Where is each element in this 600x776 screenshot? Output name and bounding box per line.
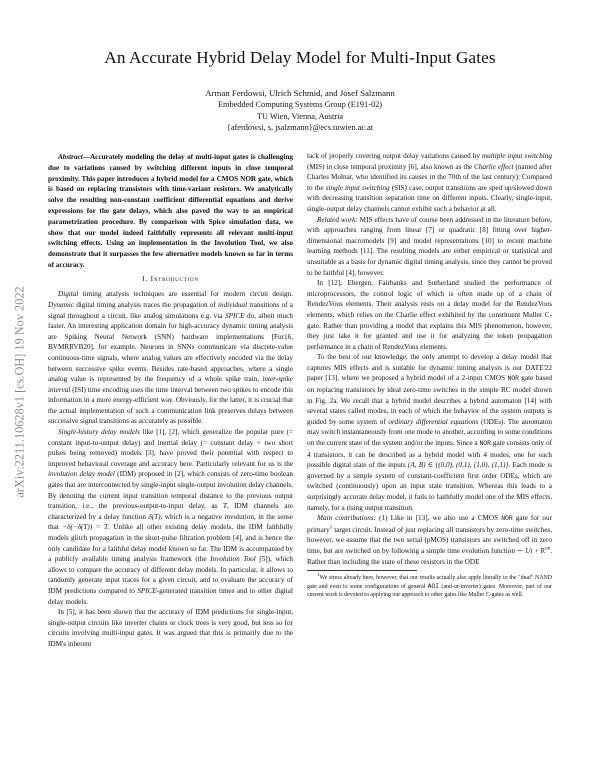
- emph: Dynamic: [48, 300, 74, 309]
- text-span: digital timing analysis traces the propagation of: [73, 300, 218, 309]
- related-work-paragraph: [307, 215, 552, 279]
- left-column: [48, 152, 293, 650]
- text-span: (MIS) in close temporal proximity [6], also known as the: [307, 162, 475, 171]
- text-span: like [1], [2], which generalize the popular pure (= constant input-to-output delay) and inertial delay (= constant delay + two short pulses being removed) models [3], have proved their potential with respect to improved behavioral coverage and accuracy here. Particularly relevant for us is the: [48, 428, 293, 468]
- affiliation-group: Embedded Computing Systems Group (E191-02): [217, 100, 383, 110]
- math: T: [222, 502, 227, 511]
- footnote: [307, 574, 552, 600]
- author-emails: {aferdowsi, s, jsalzmann}@ecs.tuwien.ac.at: [226, 122, 374, 132]
- text-span: . Rather than including the state of these resistors in the ODE: [307, 546, 552, 566]
- superscript: on: [545, 546, 551, 552]
- emph: multiple input switching: [481, 152, 552, 160]
- para-lead: Main contributions:: [317, 514, 377, 523]
- text-span: gate based on replacing transistors by ideal zero-time switches in the simple RC model shown in Fig. 2a. We recall that a hybrid model describes a hybrid automaton [14] with several states called modes, in each of which the behavior of the system outputs is guided by some system of: [307, 374, 552, 426]
- abstract-text: —Accurately modeling the delay of multi-input gates is challenging due to variations caused by switching different inputs in close temporal proximity. This paper introduces a hybrid model for a CMOS NOR gate, which is based on replacing transistors with time-variant resistors. We analytically solve the resulting non-constant coefficient differential equations and derive expressions for the gate delays, which also paved the way to an empirical parametrization procedure. By comparison with Spice simulation data, we show that our model indeed faithfully represents all relevant multi-input switching effects. Using an implementation in the Involution Tool, we also demonstrate that it surpasses the few alternative models known so far in terms of accuracy.: [48, 153, 293, 269]
- abstract-label: Abstract: [58, 153, 83, 161]
- para-lead: Single-history delay models: [58, 428, 140, 437]
- text-span: (named after Charles Molnar, who identified its causes in the 70th of the last century): Compared to the: [307, 162, 552, 192]
- emph: SPICE: [224, 311, 245, 320]
- paper-title: An Accurate Hybrid Delay Model for Multi-Input Gates: [104, 48, 496, 67]
- text-span: timing analysis techniques are essential for modern circuit design.: [78, 290, 293, 299]
- math: −δ(−δ(T)) = T: [62, 523, 109, 532]
- math: (A, B) ∈ {(0,0), (0,1), (1,0), (1,1)}: [407, 461, 509, 470]
- affiliation-university: TU Wien, Vienna, Austria: [256, 111, 344, 121]
- arxiv-watermark: [0, 0, 27, 498]
- text-span: gate consists only of 4 transistors, it can be described as a hybrid model with 4 modes, one for each possible digital state of the inputs: [307, 439, 553, 470]
- date22-paragraph: [307, 352, 552, 513]
- right-column: [307, 151, 552, 600]
- arxiv-id: arXiv:2211.10628v1 [cs.OH] 19 Nov 2022: [12, 286, 27, 498]
- footnote-mark: 1: [317, 573, 320, 579]
- text-span: (SIS) case, output transitions are sped up/slowed down with decreasing transition separation time on different inputs. Clearly, single-input, single-output delay channels cannot exhibit such a behavior at all.: [307, 183, 553, 213]
- aoi-label: AOI: [427, 582, 440, 590]
- intro-paragraph-2: [48, 427, 293, 607]
- emph: ordinary differential equations: [388, 417, 479, 426]
- text-span: do, albeit much faster. An interesting application domain for high-accuracy dynamic timing analysis are Spiking Neural Network (SNN) hardware implementations [Fur16, BVMRRVB20], for example. Neurons in SNNs communicate via discrete-value continuous-time signals, where analog values are effectively encoded via the delay between successive spike events. Besides rate-based approaches, where a single analog value is represented by the frequency of a whole spike train,: [48, 311, 294, 384]
- emph: involution delay model: [48, 470, 115, 479]
- text-span: . Each mode is governed by a simple system of constant-coefficient first order ODEs, which are switched (continuously) upon an input state transition. Whereas this leads to a surprisingly accurate delay model, it fails to faithfully model one of the MIS effects, namely, for a rising output transition.: [307, 461, 552, 512]
- emph: Involution Tool: [210, 555, 256, 564]
- emph: SPICE: [137, 586, 157, 595]
- footnote-ref[interactable]: 1: [329, 525, 333, 531]
- math: δ(T): [148, 512, 161, 521]
- text-span: MIS effects have of course been addressed in the literature before, with approaches ranging from linear [7] or quadratic [8] fitting over higher-dimensional macromodels [9] and model representations [10] to recent machine learning methods [11]. The resulting models are either empirical or statistical and unsuitable as a basis for dynamic digital timing analysis, since they cannot be proved to be faithful [4], however.: [307, 215, 552, 277]
- text-span: (1) Like in [13], we also use a CMOS: [376, 514, 502, 523]
- text-span: , IDM channels are characterized by a delay function: [48, 502, 293, 521]
- footnote-divider: [307, 570, 417, 571]
- text-span: -generated transition times and to other digital delay models.: [48, 586, 293, 606]
- text-span: (ODEs). The automaton may switch instantaneously from one mode to another, according to some conditions on the current state of the system and/or the inputs. Since a: [307, 417, 552, 448]
- emph: Charlie effect: [474, 162, 514, 171]
- text-span: transitions of a signal throughout a circuit, like analog simulations e.g. via: [48, 300, 293, 320]
- section-heading-introduction: I. Introduction: [142, 273, 199, 283]
- text-span: (IDM) proposed in [2], which consists of zero-time boolean gates that are interconnected by single-input single-output involution delay channels. By denoting the current input transition temporal distance to the previous output transition, i.e., the previous-output-to-input delay, as: [48, 470, 294, 511]
- text-span: (ISI) time encoding uses the time interval between two spikes to encode this information in a more energy-efficient way. Obviously, for the latter, it is crucial that the actual implementation of such a communication link preserves delays between successive signal transitions as accurately as possible.: [48, 385, 293, 426]
- intro-paragraph-1: [48, 289, 293, 427]
- emph: individual: [218, 300, 248, 309]
- text-span: gate for our primary: [307, 514, 552, 534]
- author-names: Arman Ferdowsi, Ulrich Schmid, and Josef Salzmann: [205, 88, 395, 98]
- para-lead: Digital: [58, 290, 79, 299]
- intro-paragraph-3: In [5], it has been shown that the accuracy of IDM predictions for single-input, single-output circuits like inverter chains or clock trees is very good, but less so for circuits involving multi-input gates. It was argued that this is primarily due to the IDM's inherent: [48, 608, 293, 648]
- nor-label: NOR: [507, 375, 519, 383]
- nor-label: NOR: [501, 515, 513, 523]
- para-lead: Related work:: [317, 215, 358, 224]
- abstract: [48, 152, 293, 271]
- nor-label: NOR: [479, 440, 491, 448]
- text-span: [5]), which allows to compare the accuracy of different delay models. In particular, it allows to randomly generate input traces for a given circuit, and to evaluate the accuracy of IDM predictions compared to: [48, 555, 293, 595]
- text-span: , which is a negative involution, in the sense that: [48, 512, 294, 532]
- emph: inter-spike interval: [48, 375, 293, 394]
- text-span: lack of properly covering output delay variations caused by: [307, 152, 482, 160]
- emph: single input switching: [325, 183, 390, 192]
- contributions-paragraph: [307, 513, 552, 567]
- text-span: (and-or-inverter) gates. Moreover, part of our current work is devoted to applying our approach to other gates like Muller C-gates as well.: [307, 583, 553, 599]
- text-span: To the best of our knowledge, the only attempt to develop a delay model that captures MIS effects and is suitable for dynamic timing analysis is our DATE'22 paper [13], where we proposed a hybrid model of a 2-input CMOS: [307, 353, 552, 383]
- ebergen-paragraph: In [12], Ebergen, Fairbanks and Sutherland studied the performance of microprocessors, the control logic of which is often made up of a chain of RendezVous elements. Their analysis rests on a delay model for the RendezVous elements, which relies on the Charlie effect exhibited by the constituent Muller C-gate. Rather than providing a model that explains this MIS phenomenon, however, they just take it for granted and use it for analyzing the token propagation performance in a chain of RendezVous elements.: [307, 279, 552, 351]
- author-block: [120, 88, 480, 133]
- text-span: We stress already here, however, that our results actually also apply literally to the "dual" NAND gate and even to some configurations of general: [307, 575, 552, 590]
- text-span: target circuit. Instead of just replacing all transistors by zero-time switches, however, we assume that the two serial (pMOS) transistors are switched off in zero time, but are switched on by following a simple time evolution function ∼ 1/t + R: [307, 525, 552, 555]
- intro-paragraph-4: [307, 151, 552, 215]
- text-span: . Unlike all other existing delay models, the IDM faithfully models glitch propagation in the short-pulse filtration problem [4], and is hence the only candidate for a faithful delay model known so far. The IDM is accompanied by a publicly available timing analysis framework (the: [48, 523, 294, 564]
